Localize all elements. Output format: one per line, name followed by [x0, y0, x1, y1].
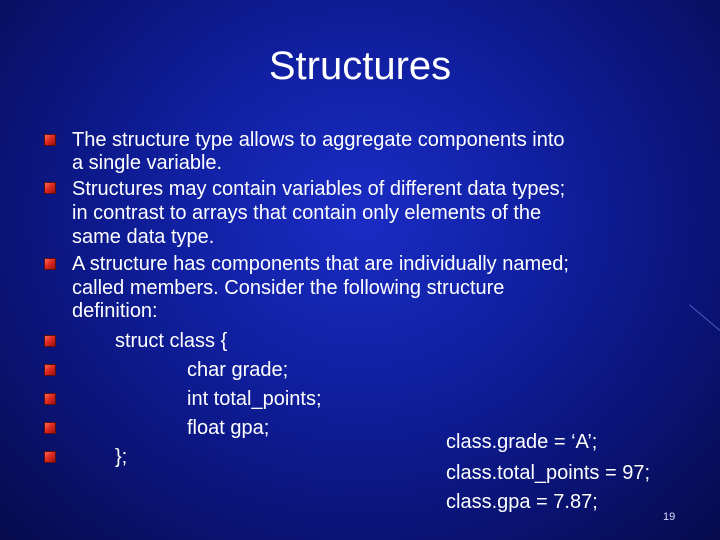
code-assign-grade: class.grade = ‘A’;: [446, 431, 598, 453]
red-square-bullet-icon: [44, 335, 56, 347]
red-square-bullet-icon: [44, 393, 56, 405]
paragraph-3-line-1: A structure has components that are individually named;: [72, 253, 569, 275]
slide-number: 19: [663, 511, 676, 523]
code-member-total-points: int total_points;: [187, 388, 322, 410]
red-square-bullet-icon: [44, 134, 56, 146]
red-square-bullet-icon: [44, 182, 56, 194]
code-struct-close: };: [115, 446, 128, 468]
red-square-bullet-icon: [44, 364, 56, 376]
red-square-bullet-icon: [44, 422, 56, 434]
paragraph-3-line-2: called members. Consider the following structure: [72, 277, 505, 299]
code-member-gpa: float gpa;: [187, 417, 270, 439]
code-assign-total-points: class.total_points = 97;: [446, 462, 651, 484]
code-member-grade: char grade;: [187, 359, 289, 381]
code-assign-gpa: class.gpa = 7.87;: [446, 491, 598, 513]
red-square-bullet-icon: [44, 258, 56, 270]
paragraph-2-line-2: in contrast to arrays that contain only elements of the: [72, 202, 542, 224]
slide-title: Structures: [268, 44, 452, 88]
paragraph-2-line-3: same data type.: [72, 226, 215, 248]
paragraph-3-line-3: definition:: [72, 300, 158, 322]
paragraph-1-line-2: a single variable.: [72, 152, 223, 174]
paragraph-2-line-1: Structures may contain variables of different data types;: [72, 178, 566, 200]
paragraph-1-line-1: The structure type allows to aggregate components into: [72, 129, 565, 151]
code-struct-declaration: struct class {: [115, 330, 228, 352]
decorative-diagonal-line: [689, 304, 720, 330]
red-square-bullet-icon: [44, 451, 56, 463]
